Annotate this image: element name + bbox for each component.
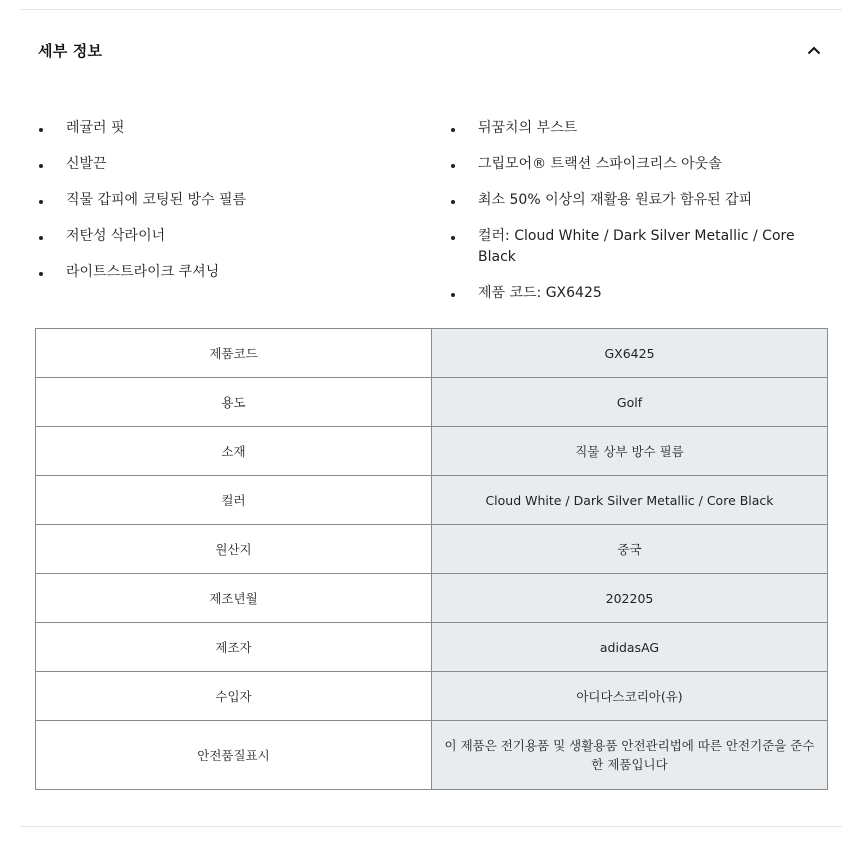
- spec-label: 원산지: [36, 525, 432, 574]
- table-row: [36, 329, 828, 378]
- table-row: [36, 623, 828, 672]
- table-row: [36, 672, 828, 721]
- top-divider: [20, 9, 842, 10]
- spec-value: 이 제품은 전기용품 및 생활용품 안전관리법에 따른 안전기준을 준수한 제품입니다: [432, 721, 828, 790]
- table-row: [36, 525, 828, 574]
- spec-value: Golf: [432, 378, 828, 427]
- spec-label: 용도: [36, 378, 432, 427]
- spec-label: 안전품질표시: [36, 721, 432, 790]
- spec-label: 컬러: [36, 476, 432, 525]
- bullet-column-left: [36, 118, 448, 319]
- spec-value: Cloud White / Dark Silver Metallic / Core Black: [432, 476, 828, 525]
- bullet-column-right: [448, 118, 826, 319]
- bullet-item: 저탄성 삭라이너: [36, 226, 448, 247]
- bullet-item: 라이트스트라이크 쿠셔닝: [36, 262, 448, 283]
- bullet-item: 컬러: Cloud White / Dark Silver Metallic / Core Black: [448, 226, 826, 268]
- table-row: [36, 476, 828, 525]
- bullet-item: 직물 갑피에 코팅된 방수 필름: [36, 190, 448, 211]
- bottom-divider: [20, 826, 842, 827]
- details-section-header[interactable]: [38, 38, 824, 62]
- spec-label: 수입자: [36, 672, 432, 721]
- table-row: [36, 378, 828, 427]
- feature-bullets: [36, 118, 826, 319]
- table-row: [36, 721, 828, 790]
- spec-value: 202205: [432, 574, 828, 623]
- spec-value: GX6425: [432, 329, 828, 378]
- spec-label: 제품코드: [36, 329, 432, 378]
- spec-label: 제조자: [36, 623, 432, 672]
- collapse-toggle[interactable]: [804, 40, 824, 60]
- bullet-item: 뒤꿈치의 부스트: [448, 118, 826, 139]
- spec-label: 소재: [36, 427, 432, 476]
- chevron-up-icon: [807, 46, 821, 55]
- table-row: [36, 427, 828, 476]
- spec-value: 아디다스코리아(유): [432, 672, 828, 721]
- spec-value: 중국: [432, 525, 828, 574]
- table-row: [36, 574, 828, 623]
- spec-table: [35, 328, 828, 790]
- bullet-item: 레귤러 핏: [36, 118, 448, 139]
- section-title: 세부 정보: [38, 41, 103, 60]
- bullet-item: 최소 50% 이상의 재활용 원료가 함유된 갑피: [448, 190, 826, 211]
- spec-value: 직물 상부 방수 필름: [432, 427, 828, 476]
- bullet-item: 제품 코드: GX6425: [448, 283, 826, 304]
- spec-value: adidasAG: [432, 623, 828, 672]
- bullet-item: 그립모어® 트랙션 스파이크리스 아웃솔: [448, 154, 826, 175]
- spec-label: 제조년월: [36, 574, 432, 623]
- bullet-item: 신발끈: [36, 154, 448, 175]
